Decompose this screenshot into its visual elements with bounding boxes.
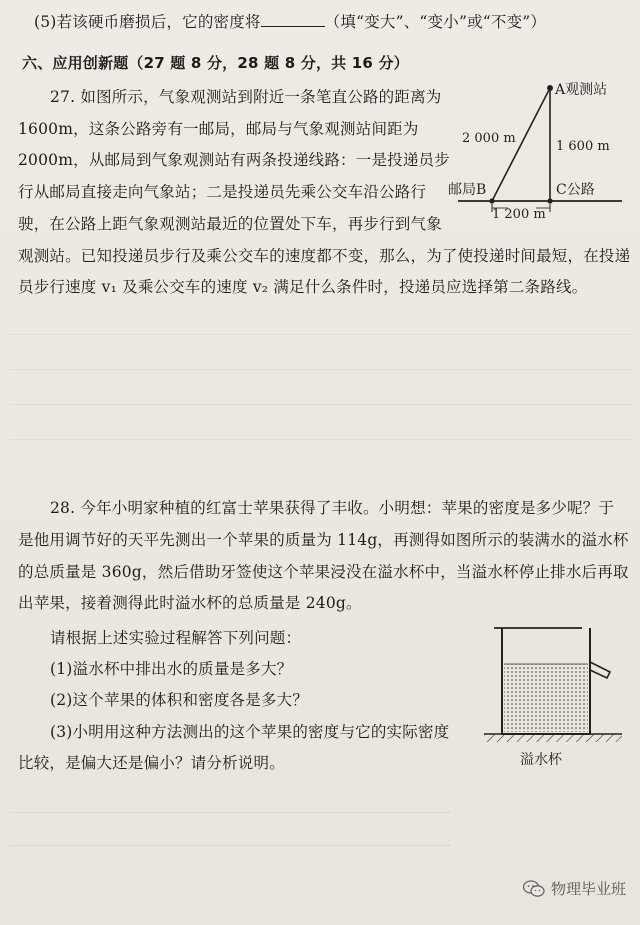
q28-sub-4: 比较，是偏大还是偏小？请分析说明。 <box>18 754 285 772</box>
label-len-bc: 1 200 m <box>492 207 546 222</box>
q27-line-1: 27. 如图所示，气象观测站到附近一条笔直公路的距离为 <box>50 88 442 106</box>
wechat-icon <box>523 880 545 898</box>
watermark-text: 物理毕业班 <box>550 880 626 898</box>
q26-sub5-prefix: (5)若该硬币磨损后，它的密度将 <box>34 13 261 31</box>
q27-line-5: 驶，在公路上距气象观测站最近的位置处下车，再步行到气象 <box>18 215 442 233</box>
cup-spout <box>590 662 610 678</box>
label-b: 邮局B <box>448 182 487 198</box>
q27-line-6: 观测站。已知投递员步行及乘公交车的速度都不变，那么，为了使投递时间最短，在投递 <box>18 247 631 265</box>
q28-line-3: 的总质量是 360g，然后借助牙签使这个苹果浸没在溢水杯中，当溢水杯停止排水后再取 <box>18 563 629 581</box>
q28-sub-1: (1)溢水杯中排出水的质量是多大？ <box>50 660 293 678</box>
q27-line-2: 1600m，这条公路旁有一邮局，邮局与气象观测站间距为 <box>18 120 419 138</box>
section-heading: 六、应用创新题（27 题 8 分，28 题 8 分，共 16 分） <box>22 54 409 72</box>
q28-sub-2: (2)这个苹果的体积和密度各是多大？ <box>50 691 309 709</box>
q28-sub-3: (3)小明用这种方法测出的这个苹果的密度与它的实际密度 <box>50 723 450 741</box>
point-a <box>547 85 553 91</box>
bleed-through-band <box>10 300 630 470</box>
q27-line-4: 行从邮局直接走向气象站；二是投递员先乘公交车沿公路行 <box>18 183 427 201</box>
q28-line-1: 28. 今年小明家种植的红富士苹果获得了丰收。小明想：苹果的密度是多少呢？于 <box>50 499 615 517</box>
q26-sub5 <box>34 10 546 32</box>
q28-prompt: 请根据上述实验过程解答下列问题： <box>50 629 302 647</box>
watermark <box>523 878 626 899</box>
answer-blank <box>261 12 325 27</box>
cup-caption: 溢水杯 <box>520 752 562 768</box>
q26-sub5-suffix: （填“变大”、“变小”或“不变”） <box>324 13 547 31</box>
label-c: C公路 <box>556 182 595 198</box>
point-c <box>547 198 552 203</box>
q27-line-3: 2000m，从邮局到气象观测站有两条投递线路：一是投递员步 <box>18 151 450 169</box>
q27-triangle-figure <box>440 78 635 228</box>
bleed-through-band-bottom <box>10 780 630 880</box>
overflow-cup-figure <box>478 622 628 772</box>
label-len-ac: 1 600 m <box>556 139 610 154</box>
q28-line-2: 是他用调节好的天平先测出一个苹果的质量为 114g，再测得如图所示的装满水的溢水杯 <box>18 531 629 549</box>
q28-line-4: 出苹果，接着测得此时溢水杯的总质量是 240g。 <box>18 594 362 612</box>
table-surface <box>484 734 622 742</box>
q27-line-7: 员步行速度 v₁ 及乘公交车的速度 v₂ 满足什么条件时，投递员应选择第二条路线。 <box>18 278 588 296</box>
label-a: A观测站 <box>555 82 608 98</box>
point-b <box>489 198 494 203</box>
cup-water <box>504 664 588 732</box>
label-len-ab: 2 000 m <box>462 131 516 146</box>
